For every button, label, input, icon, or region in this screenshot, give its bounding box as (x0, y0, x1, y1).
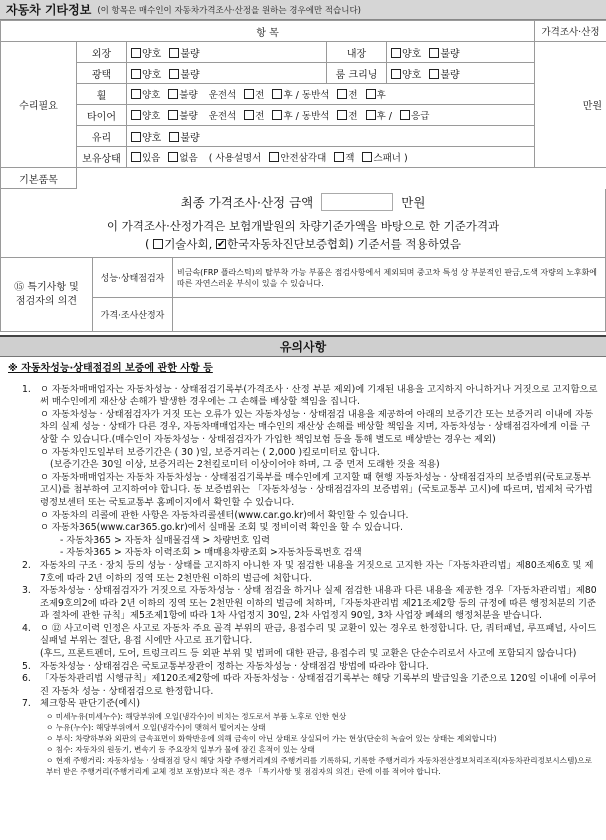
item-number: 1. (22, 383, 31, 395)
exterior-bad-checkbox[interactable] (169, 48, 179, 58)
appraiser-opinion (173, 298, 606, 332)
section-note: (이 항목은 매수인이 자동차가격조사·산정을 원하는 경우에만 적습니다) (97, 5, 361, 16)
notice-body (0, 357, 606, 777)
notice-item: (후드, 프론트펜더, 도어, 트렁크리드 등 외판 부위 및 범퍼에 대한 판금, 용접수리 및 교환은 단순수리로서 사고에 포함되지 않습니다) (40, 648, 577, 660)
inspector-opinion: 비금속(FRP 플라스틱)의 탈부착 가능 부품은 점검사항에서 제외되며 중고차 특성 상 부분적인 판금,도색 자량의 노후화에 따른 자연스러운 부식이 있을 수 있습니다. (173, 258, 606, 298)
gloss-bad-checkbox[interactable] (169, 69, 179, 79)
exterior-good-checkbox[interactable] (131, 48, 141, 58)
tire-good-checkbox[interactable] (131, 110, 141, 120)
jack-checkbox[interactable] (334, 152, 344, 162)
item-number: 4. (22, 622, 31, 634)
notice-item: 자동차성능 · 상태점검은 국토교통부장관이 정하는 자동차성능 · 상태점검 방법에 따라야 합니다. (40, 660, 429, 672)
special-label: ⑮ 특기사항 및 점검자의 의견 (1, 258, 93, 332)
tech-society-checkbox[interactable] (153, 239, 163, 249)
notice-subitem: - 자동차365 > 자동차 실매물검색 > 차량번호 입력 (60, 534, 271, 546)
final-price-input[interactable] (321, 193, 393, 211)
notice-item: ㅇ 자동차매매업자는 자동차성능 · 상태점검기록부(가격조사 · 산정 부분 제외)에 기재된 내용을 고지하지 아니하거나 거짓으로 고지함으로써 매수인에게 재산상 손해가 발생한 경우에는 그 손해를 배상할 책임을 집니다. (40, 383, 598, 408)
notice-item: 「자동차관리법 시행규칙」제120조제2항에 따라 자동차성능 · 상태점검기록부는 해당 기록부의 발급일을 기준으로 120일 이내에 이루어진 자동차 성능 · 상태점검으로 한정합니다. (40, 673, 597, 697)
notice-item: ㅇ 자동차성능 · 상태점검자가 거짓 또는 오류가 있는 자동차성능 · 상태점검 내용을 제공하여 아래의 보증기간 또는 보증거리 이내에 자동차의 실제 성능 · 상태가 다른 경우, 자동차매매업자는 매수인의 재산상 손해를 배상할 책임을 지며, 자동차성능 · 상태점검자에게 이를 구상할 수 있습니다.(매수인이 자동차성능 · 상태점검자가 가입한 책임보험 등을 통해 별도로 배상받는 경우는 제외) (40, 408, 594, 445)
criteria-item: ㅇ 미세누유(미세누수): 해당부위에 오일(냉각수)이 비치는 정도로서 부품 노후로 인한 현상 (46, 712, 347, 722)
wheel-driver-front-checkbox[interactable] (244, 89, 254, 99)
tire-bad-checkbox[interactable] (168, 110, 178, 120)
glass-good-checkbox[interactable] (131, 132, 141, 142)
price-manwon-cell: 만원 (535, 42, 606, 168)
row-gloss: 광택 (77, 63, 127, 84)
item-number: 2. (22, 559, 31, 571)
wheel-bad-checkbox[interactable] (168, 89, 178, 99)
criteria-item: ㅇ 부식: 차량하부와 외판의 금속표면이 화학반응에 의해 금속이 아닌 상태로 상실되어 가는 현상(단순히 녹슬어 있는 상태는 제외합니다) (46, 734, 497, 744)
notice-header: 유의사항 (0, 335, 606, 357)
basis-statement (0, 215, 606, 257)
notice-subitem: - 자동차365 > 자동차 이력조회 > 매매용차량조회 >자동차등록번호 검색 (60, 547, 362, 559)
tire-driver-front-checkbox[interactable] (244, 110, 254, 120)
notice-item: 자동차의 구조 · 장치 등의 성능 · 상태를 고지하지 아니한 자 및 점검한 내용을 거짓으로 고지한 자는「자동차관리법」제80조제6호 및 제7호에 따라 2년 이하의 징역 또는 2천만원 이하의 벌금에 처합니다. (40, 559, 594, 584)
row-exterior: 외장 (77, 42, 127, 63)
item-number: 3. (22, 585, 31, 597)
notice-item: 자동차성능 · 상태점검자가 거짓으로 자동차성능 · 상태 점검을 하거나 실제 점검한 내용과 다른 내용을 제공한 경우「자동차관리법」제80조제9호의2에 따라 2년 이하의 징역 또는 2천만원 이하의 벌금에 처하며,「자동차관리법 제21조제2항 등의 규정에 따른 행정처분의 기준과 절차에 관한 규칙」제5조제1항에 따라 1차 사업정지 30일, 2차 사업정지 90일, 3차 사업장 폐쇄의 행정처분을 받습니다. (40, 585, 597, 622)
group-repair: 수리필요 (1, 42, 77, 168)
row-room-cleaning: 룸 크리닝 (327, 63, 387, 84)
final-price-unit: 만원 (401, 195, 426, 210)
criteria-item: ㅇ 침수: 자동차의 원동기, 변속기 등 주요장치 일부가 물에 잠긴 흔적이 있는 상태 (46, 745, 315, 755)
item-number: 6. (22, 673, 31, 685)
kadia-checkbox[interactable] (216, 239, 226, 249)
wheel-driver-rear-checkbox[interactable] (272, 89, 282, 99)
wheel-passenger-front-checkbox[interactable] (337, 89, 347, 99)
notice-item: ㅇ 자동차의 리콜에 관한 사항은 자동차리콜센터(www.car.go.kr)에서 확인할 수 있습니다. (40, 509, 409, 521)
basis-line1: 이 가격조사·산정가격은 보험개발원의 차량기준가액을 바탕으로 한 기준가격과 (106, 219, 500, 233)
cleaning-good-checkbox[interactable] (391, 69, 401, 79)
row-tire: 타이어 (77, 105, 127, 126)
criteria-item: ㅇ 현재 주행거리: 자동차성능 · 상태점검 당시 해당 차량 주행거리계의 주행거리를 기록하되, 기록한 주행거리가 자동차전산정보처리조직(자동차관리정보시스템)으로부터 받은 주행거리(주행거리계 교체 정보 포함)보다 적은 경우 「특기사항 및 점검자의 의견」란에 이를 적어야 합니다. (46, 756, 592, 777)
item-number: 5. (22, 660, 31, 672)
wheel-good-checkbox[interactable] (131, 89, 141, 99)
inspector-label: 성능·상태점검자 (93, 258, 173, 298)
possession-none-checkbox[interactable] (168, 152, 178, 162)
notice-item: 체크항목 판단기준(예시) (40, 698, 141, 710)
tire-driver-rear-checkbox[interactable] (272, 110, 282, 120)
notice-item: ㅇ 자동차인도일부터 보증기간은 ( 30 )일, 보증거리는 ( 2,000 )킬로미터로 합니다. (40, 446, 380, 458)
possession-have-checkbox[interactable] (131, 152, 141, 162)
gloss-good-checkbox[interactable] (131, 69, 141, 79)
notice-item: ㅇ 자동차매매업자는 자동차 자동차성능 · 상태점검기록부를 매수인에게 고지할 때 현행 자동차성능 · 상태점검자의 보증범위(국토교통부 고시)를 첨부하여 고지하여야 합니다. 동 보증범위는 「자동차성능 · 상태점검자의 보증범위」(국토교통부 고시)에 따르며, 법제처 국가법령정보센터 또는 국토교통부 홈페이지에서 확인할 수 있습니다. (40, 471, 593, 508)
tire-passenger-front-checkbox[interactable] (337, 110, 347, 120)
row-interior: 내장 (327, 42, 387, 63)
group-basic: 기본품목 (1, 168, 77, 189)
interior-good-checkbox[interactable] (391, 48, 401, 58)
tire-passenger-rear-checkbox[interactable] (366, 110, 376, 120)
special-notes-table (0, 257, 606, 332)
notice-title: ※ 자동차성능·상태점검의 보증에 관한 사항 등 (8, 363, 213, 374)
glass-bad-checkbox[interactable] (169, 132, 179, 142)
spanner-checkbox[interactable] (362, 152, 372, 162)
row-wheel: 휠 (77, 84, 127, 105)
interior-bad-checkbox[interactable] (429, 48, 439, 58)
cleaning-bad-checkbox[interactable] (429, 69, 439, 79)
basis-line2: ( 기술사회, ✔ 한국자동차진단보증협회) 기준서를 적용하였음 (1, 235, 605, 253)
item-number: 7. (22, 698, 31, 710)
criteria-item: ㅇ 누유(누수): 해당부위에서 오일(냉각수)이 맺혀서 떨어지는 상태 (46, 723, 266, 733)
col-price-header: 가격조사·산정 (535, 21, 606, 42)
notice-item: (보증기간은 30일 이상, 보증거리는 2천킬로미터 이상이어야 하며, 그 중 먼저 도래한 것을 적용) (50, 459, 440, 471)
appraiser-label: 가격·조사산정자 (93, 298, 173, 332)
section-title: 자동차 기타정보 (6, 3, 92, 17)
row-possession: 보유상태 (77, 147, 127, 168)
row-glass: 유리 (77, 126, 127, 147)
section-header (0, 0, 606, 20)
col-item-header: 항 목 (1, 21, 535, 42)
tire-emergency-checkbox[interactable] (400, 110, 410, 120)
notice-item: ㅇ ⑫ 사고이력 인정은 사고로 자동차 주요 골격 부위의 판금, 용접수리 및 교환이 있는 경우로 한정합니다. 단, 쿼터패널, 루프패널, 사이드실패널 부위는 절단, 용접 시에만 사고로 표기합니다. (40, 622, 597, 647)
final-price-row (0, 189, 606, 215)
other-info-table: 항 목 가격조사·산정 수리필요 외장 양호 불량 내장 양호 불량 만원 광택 양호 불량 룸 크리닝 양호 불량 휠 양호 불량 운전석 전 후 / 동반석 전 후 타이어 양호 불량 운전석 전 후 / 동반석 전 후 / 응급 유리 양호 불량 보유상태 있음 없음 ( 사용설명서 안전삼각대 잭 스패너 ) 기본품목 (0, 20, 606, 189)
notice-item: ㅇ 자동차365(www.car365.go.kr)에서 실매물 조회 및 정비이력 확인을 할 수 있습니다. (40, 522, 403, 534)
triangle-checkbox[interactable] (269, 152, 279, 162)
final-price-label: 최종 가격조사·산정 금액 (180, 195, 314, 210)
wheel-passenger-rear-checkbox[interactable] (366, 89, 376, 99)
